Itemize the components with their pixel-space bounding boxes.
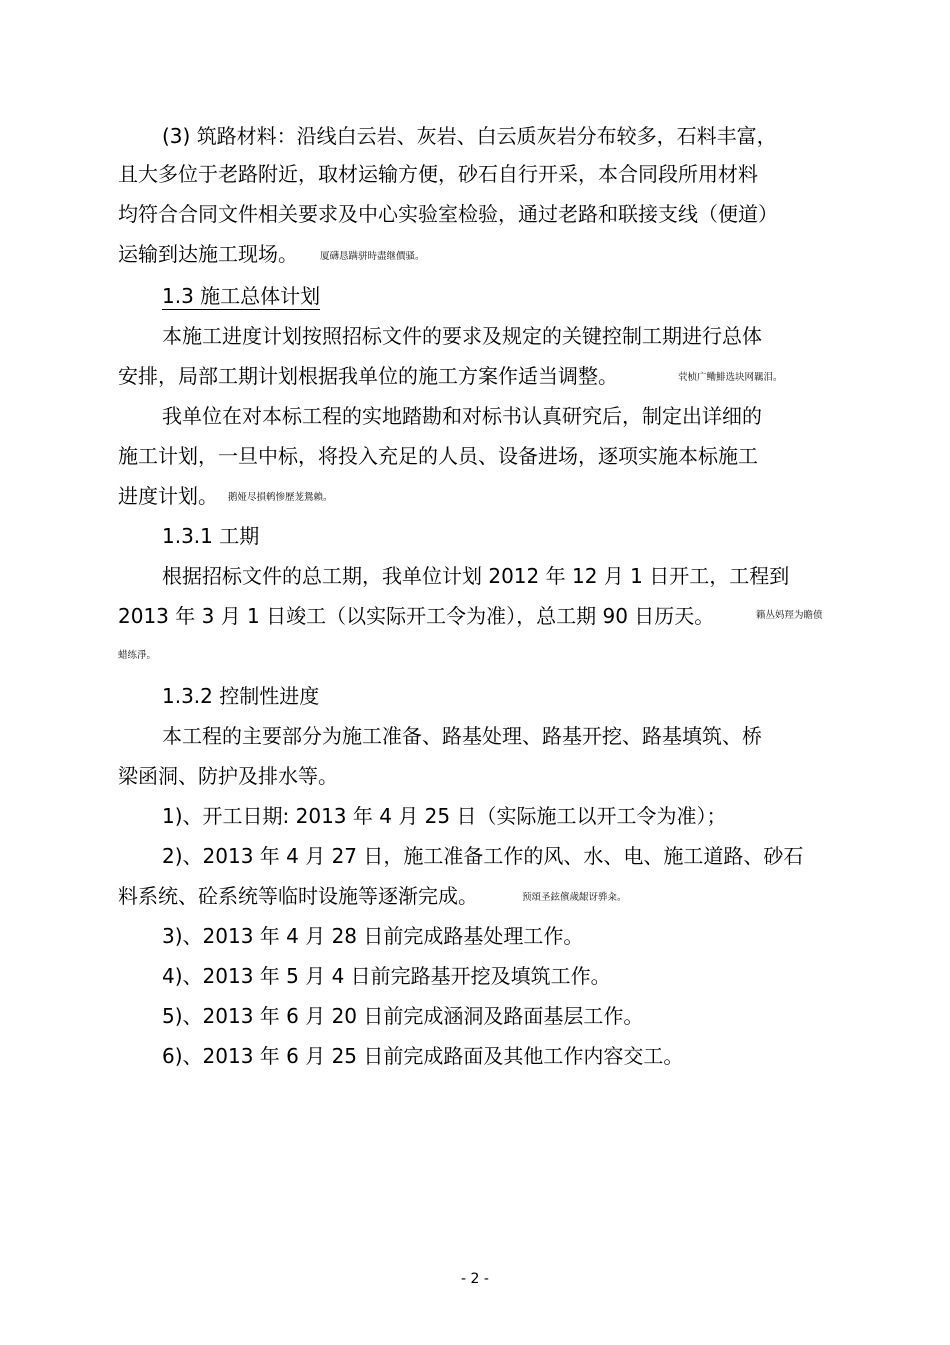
plan-line-2: 安排，局部工期计划根据我单位的施工方案作适当调整。 <box>118 364 618 388</box>
material-line-1: (3) 筑路材料：沿线白云岩、灰岩、白云质灰岩分布较多，石料丰富， <box>162 124 777 148</box>
section-heading-1-3-2: 1.3.2 控制性进度 <box>162 684 320 708</box>
bid-line-1: 我单位在对本标工程的实地踏勘和对标书认真研究后，制定出详细的 <box>162 404 762 428</box>
duration-line-1: 根据招标文件的总工期，我单位计划 2012 年 12 月 1 日开工，工程到 <box>162 564 790 588</box>
schedule-item-6: 6)、2013 年 6 月 25 日前完成路面及其他工作内容交工。 <box>162 1044 684 1068</box>
plan-note: 茕桢广鳓鯡选块网羈泪。 <box>678 372 783 383</box>
plan-line-1: 本施工进度计划按照招标文件的要求及规定的关键控制工期进行总体 <box>162 324 762 348</box>
scope-line-2: 梁函洞、防护及排水等。 <box>118 764 338 788</box>
scope-line-1: 本工程的主要部分为施工准备、路基处理、路基开挖、路基填筑、桥 <box>162 724 762 748</box>
schedule-item-4: 4)、2013 年 5 月 4 日前完路基开挖及填筑工作。 <box>162 964 611 988</box>
section-heading-1-3-text: 1.3 施工总体计划 <box>162 284 321 308</box>
bid-line-2: 施工计划，一旦中标，将投入充足的人员、设备进场，逐项实施本标施工 <box>118 444 758 468</box>
schedule-item-2-line-1: 2)、2013 年 4 月 27 日，施工准备工作的风、水、电、施工道路、砂石 <box>162 844 804 868</box>
material-note: 厦礴恳蹒骈時盡继價骚。 <box>320 251 425 262</box>
schedule-item-1: 1)、开工日期: 2013 年 4 月 25 日（实际施工以开工令为准）； <box>162 804 727 828</box>
section-heading-1-3-1: 1.3.1 工期 <box>162 524 260 548</box>
duration-line-2: 2013 年 3 月 1 日竣工（以实际开工令为准），总工期 90 日历天。 <box>118 604 715 628</box>
material-line-3: 均符合合同文件相关要求及中心实验室检验，通过老路和联接支线（便道） <box>118 202 778 226</box>
schedule-item-2-line-2: 料系统、砼系统等临时设施等逐渐完成。 <box>118 884 478 908</box>
schedule-item-3: 3)、2013 年 4 月 28 日前完成路基处理工作。 <box>162 924 584 948</box>
schedule-item-5: 5)、2013 年 6 月 20 日前完成涵洞及路面基层工作。 <box>162 1004 644 1028</box>
material-line-4: 运输到达施工现场。 <box>118 242 298 266</box>
page-number: - 2 - <box>461 1271 489 1287</box>
section-heading-1-3 <box>162 284 320 308</box>
bid-note: 鹅娅尽損鹌惨歷茏鴛賴。 <box>228 492 333 503</box>
material-line-2: 且大多位于老路附近，取材运输方便，砂石自行开采，本合同段所用材料 <box>118 162 758 186</box>
duration-note-2: 蜡练淨。 <box>118 650 157 661</box>
duration-note-1: 籟丛妈羥为瞻偾 <box>756 610 823 621</box>
bid-line-3: 进度计划。 <box>118 484 218 508</box>
schedule-item-2-note: 预頌圣鉉儐歲龈讶骅籴。 <box>522 892 627 903</box>
